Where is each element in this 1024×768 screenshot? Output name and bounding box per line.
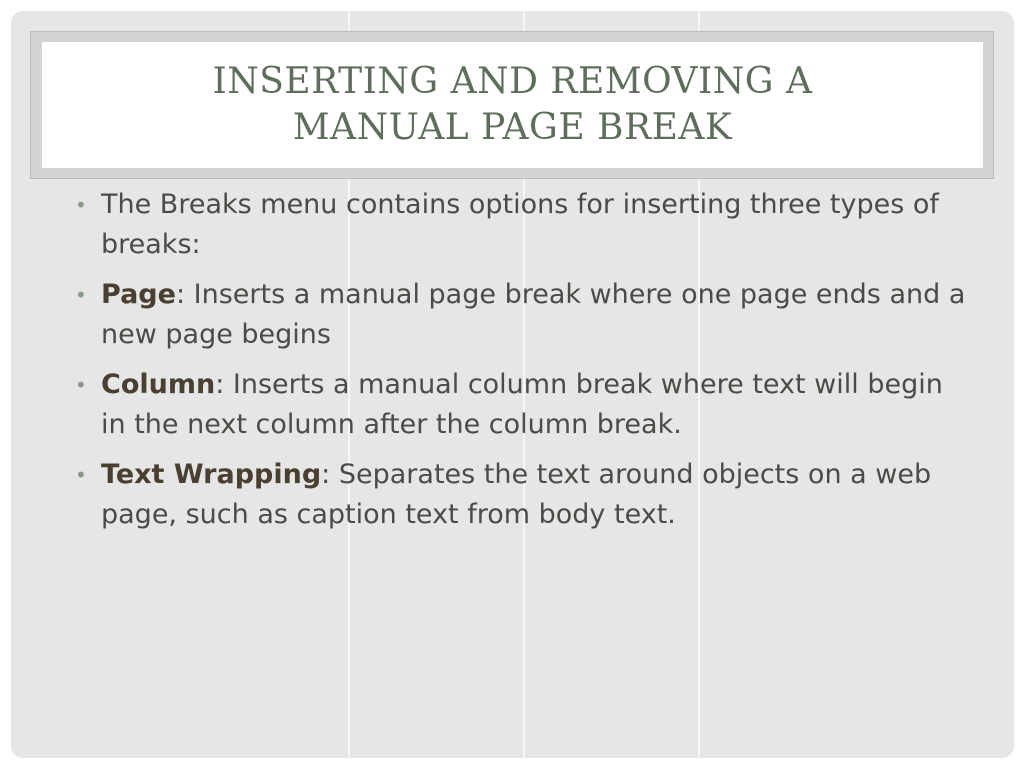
bullet-dot-icon: • bbox=[75, 373, 87, 397]
slide bbox=[11, 11, 1014, 758]
slide-title bbox=[213, 59, 813, 151]
slide-title-line-2: MANUAL PAGE BREAK bbox=[292, 107, 733, 148]
bullet-term: Column bbox=[101, 369, 216, 400]
bullet-dot-icon: • bbox=[75, 193, 87, 217]
bullet-text: Separates the text around objects on a web page, such as caption text from body text. bbox=[101, 459, 932, 530]
bullet-dot-icon: • bbox=[75, 283, 87, 307]
bullet-item bbox=[71, 185, 971, 265]
bullet-separator: : bbox=[215, 369, 225, 400]
bullet-item bbox=[71, 365, 971, 445]
title-box bbox=[42, 42, 983, 168]
bullet-term: Text Wrapping bbox=[101, 459, 322, 490]
bullet-term: Page bbox=[101, 279, 176, 310]
slide-title-line-1: INSERTING AND REMOVING A bbox=[212, 61, 813, 102]
bullet-item bbox=[71, 455, 971, 535]
bullet-list bbox=[71, 185, 971, 545]
bullet-item bbox=[71, 275, 971, 355]
bullet-text: Inserts a manual page break where one page ends and a new page begins bbox=[101, 279, 966, 350]
bullet-text: Inserts a manual column break where text will begin in the next column after the column break. bbox=[101, 369, 943, 440]
bullet-separator: : bbox=[321, 459, 331, 490]
bullet-text: The Breaks menu contains options for inserting three types of breaks: bbox=[101, 189, 939, 260]
bullet-separator: : bbox=[175, 279, 186, 310]
bullet-dot-icon: • bbox=[75, 463, 87, 487]
